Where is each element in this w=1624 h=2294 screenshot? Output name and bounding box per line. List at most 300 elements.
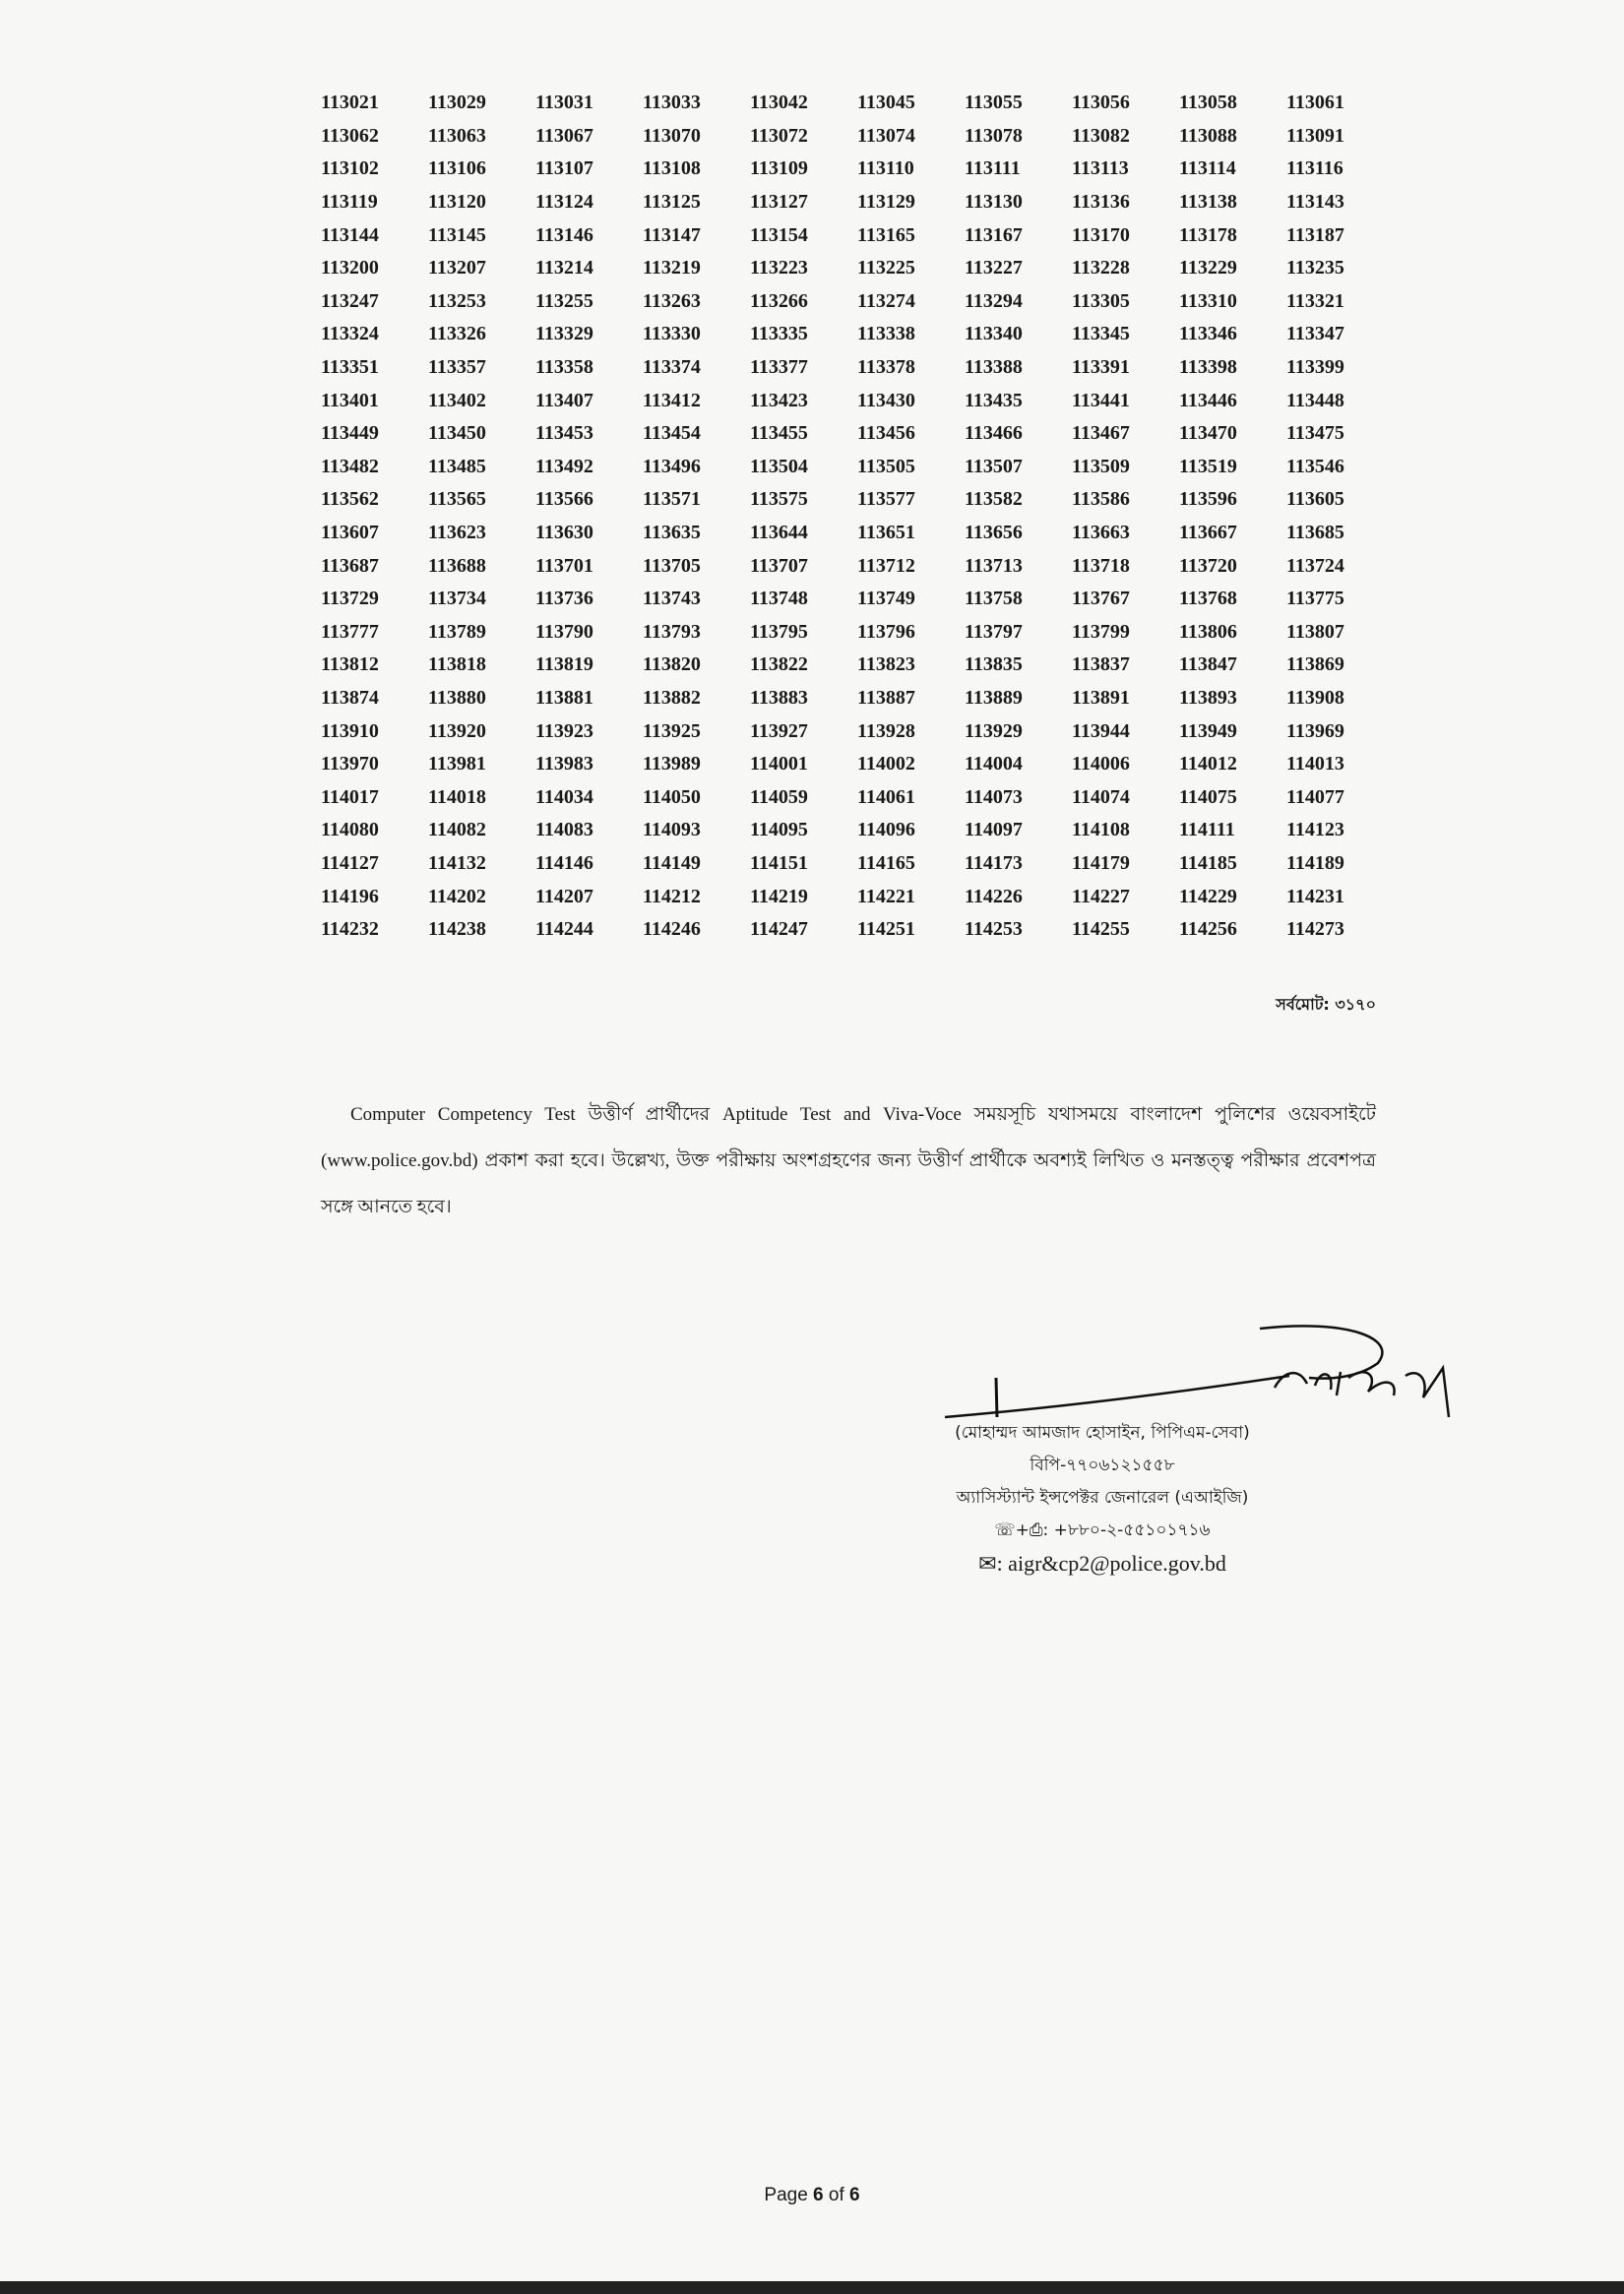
roll-number-cell: 113969	[1286, 719, 1344, 742]
table-row	[313, 880, 1386, 913]
roll-number-cell: 113070	[643, 124, 701, 147]
roll-number-cell: 113074	[857, 124, 915, 147]
roll-number-cell: 114096	[857, 819, 915, 841]
roll-number-cell: 113407	[535, 389, 593, 411]
roll-number-cell: 114273	[1286, 918, 1344, 941]
roll-number-cell: 113651	[857, 522, 915, 544]
roll-number-cell: 113796	[857, 620, 915, 643]
roll-number-cell: 113571	[643, 488, 701, 511]
roll-number-cell: 114244	[535, 918, 593, 941]
roll-number-cell: 113596	[1179, 488, 1237, 511]
results-table-body	[313, 87, 1386, 946]
roll-number-cell: 114075	[1179, 785, 1237, 808]
roll-number-cell: 114061	[857, 785, 915, 808]
table-row	[313, 351, 1386, 385]
roll-number-cell: 113644	[750, 522, 808, 544]
roll-number-cell: 113575	[750, 488, 808, 511]
roll-number-cell: 113582	[965, 488, 1023, 511]
roll-number-cell: 113106	[428, 157, 486, 180]
roll-number-cell: 113566	[535, 488, 593, 511]
table-row	[313, 87, 1386, 120]
table-row	[313, 814, 1386, 847]
roll-number-cell: 113734	[428, 588, 486, 610]
roll-number-cell: 113178	[1179, 223, 1237, 246]
roll-number-cell: 113253	[428, 289, 486, 312]
table-row	[313, 483, 1386, 517]
roll-number-cell: 113113	[1072, 157, 1129, 180]
roll-number-cell: 113219	[643, 257, 701, 279]
table-row	[313, 285, 1386, 319]
roll-number-cell: 113402	[428, 389, 486, 411]
roll-number-cell: 113795	[750, 620, 808, 643]
roll-number-cell: 113345	[1072, 323, 1130, 345]
roll-number-cell: 113667	[1179, 522, 1237, 544]
roll-number-cell: 113768	[1179, 588, 1237, 610]
roll-number-cell: 114246	[643, 918, 701, 941]
roll-number-cell: 114221	[857, 885, 915, 907]
roll-number-cell: 114165	[857, 851, 915, 874]
roll-number-cell: 113330	[643, 323, 701, 345]
roll-number-cell: 113340	[965, 323, 1023, 345]
roll-number-cell: 113165	[857, 223, 915, 246]
roll-number-cell: 113519	[1179, 455, 1237, 477]
roll-number-cell: 113374	[643, 356, 701, 379]
roll-number-cell: 113630	[535, 522, 593, 544]
roll-number-cell: 113799	[1072, 620, 1130, 643]
roll-number-cell: 114083	[535, 819, 593, 841]
roll-number-cell: 113687	[321, 554, 379, 577]
roll-number-cell: 113154	[750, 223, 808, 246]
roll-number-cell: 114013	[1286, 753, 1344, 775]
roll-number-cell: 114108	[1072, 819, 1130, 841]
roll-number-cell: 113446	[1179, 389, 1237, 411]
roll-number-cell: 113329	[535, 323, 593, 345]
roll-number-cell: 113111	[965, 157, 1021, 180]
roll-number-cell: 114196	[321, 885, 379, 907]
roll-number-cell: 113749	[857, 588, 915, 610]
table-row	[313, 748, 1386, 781]
roll-number-cell: 113061	[1286, 92, 1344, 114]
table-row	[313, 186, 1386, 219]
roll-number-cell: 113247	[321, 289, 379, 312]
roll-number-cell: 113989	[643, 753, 701, 775]
roll-number-cell: 113033	[643, 92, 701, 114]
roll-number-cell: 113346	[1179, 323, 1237, 345]
roll-number-cell: 113874	[321, 686, 379, 709]
roll-number-cell: 113509	[1072, 455, 1130, 477]
roll-number-cell: 113812	[321, 653, 379, 676]
roll-number-cell: 113835	[965, 653, 1023, 676]
roll-number-cell: 113688	[428, 554, 486, 577]
roll-number-cell: 113378	[857, 356, 915, 379]
roll-number-cell: 113448	[1286, 389, 1344, 411]
roll-number-cell: 113062	[321, 124, 379, 147]
table-row	[313, 714, 1386, 748]
roll-number-cell: 113358	[535, 356, 593, 379]
roll-number-cell: 114212	[643, 885, 701, 907]
roll-number-cell: 114050	[643, 785, 701, 808]
roll-number-cell: 114004	[965, 753, 1023, 775]
roll-number-cell: 113777	[321, 620, 379, 643]
notice-paragraph: Computer Competency Test উত্তীর্ণ প্রার্থীদের Aptitude Test and Viva-Voce সময়সূচি যথাসময়ে বাংলাদেশ পুলিশের ওয়েবসাইটে (www.police.gov.bd) প্রকাশ করা হবে। উল্লেখ্য, উক্ত পরীক্ষায় অংশগ্রহণের জন্য উত্তীর্ণ প্রার্থীকে অবশ্যই লিখিত ও মনস্তত্ত্ব পরীক্ষার প্রবেশপত্র সঙ্গে আনতে হবে।	[321, 1104, 1376, 1217]
roll-number-cell: 114095	[750, 819, 808, 841]
roll-number-cell: 113031	[535, 92, 593, 114]
roll-number-cell: 113102	[321, 157, 379, 180]
roll-number-cell: 114111	[1179, 819, 1235, 841]
roll-number-cell: 113712	[857, 554, 915, 577]
roll-number-cell: 113927	[750, 719, 808, 742]
signatory-bp-number: বিপি-৭৭০৬১২১৫৫৮	[1030, 1456, 1175, 1475]
roll-number-cell: 114238	[428, 918, 486, 941]
roll-number-cell: 114151	[750, 851, 808, 874]
roll-number-cell: 113321	[1286, 289, 1344, 312]
roll-number-cell: 113125	[643, 191, 701, 214]
table-row	[313, 451, 1386, 484]
roll-number-cell: 114227	[1072, 885, 1130, 907]
table-row	[313, 417, 1386, 451]
roll-number-cell: 113441	[1072, 389, 1130, 411]
roll-number-cell: 113970	[321, 753, 379, 775]
roll-number-cell: 113145	[428, 223, 486, 246]
roll-number-cell: 113294	[965, 289, 1023, 312]
roll-number-cell: 114251	[857, 918, 915, 941]
roll-number-cell: 113435	[965, 389, 1023, 411]
roll-number-cell: 114077	[1286, 785, 1344, 808]
roll-number-cell: 113229	[1179, 257, 1237, 279]
roll-number-cell: 113042	[750, 92, 808, 114]
roll-number-cell: 113108	[643, 157, 701, 180]
roll-number-cell: 113663	[1072, 522, 1130, 544]
roll-number-cell: 113456	[857, 422, 915, 445]
roll-number-cell: 113565	[428, 488, 486, 511]
roll-number-cell: 114207	[535, 885, 593, 907]
roll-number-cell: 113713	[965, 554, 1023, 577]
roll-number-cell: 113450	[428, 422, 486, 445]
roll-number-cell: 113758	[965, 588, 1023, 610]
roll-number-cell: 113351	[321, 356, 379, 379]
roll-number-cell: 113908	[1286, 686, 1344, 709]
roll-number-cell: 113847	[1179, 653, 1237, 676]
roll-number-cell: 113577	[857, 488, 915, 511]
roll-number-cell: 113562	[321, 488, 379, 511]
roll-number-cell: 113607	[321, 522, 379, 544]
roll-number-cell: 113399	[1286, 356, 1344, 379]
table-row	[313, 682, 1386, 715]
roll-number-cell: 114080	[321, 819, 379, 841]
roll-number-cell: 114256	[1179, 918, 1237, 941]
roll-number-cell: 114202	[428, 885, 486, 907]
roll-number-cell: 114001	[750, 753, 808, 775]
roll-number-cell: 113475	[1286, 422, 1344, 445]
roll-number-cell: 113335	[750, 323, 808, 345]
roll-number-cell: 113120	[428, 191, 486, 214]
roll-number-cell: 113470	[1179, 422, 1237, 445]
roll-number-cell: 113449	[321, 422, 379, 445]
roll-number-cell: 113235	[1286, 257, 1344, 279]
roll-number-cell: 113143	[1286, 191, 1344, 214]
roll-number-cell: 113227	[965, 257, 1023, 279]
roll-number-cell: 113981	[428, 753, 486, 775]
roll-number-cell: 113388	[965, 356, 1023, 379]
roll-number-cell: 113767	[1072, 588, 1130, 610]
roll-number-cell: 113492	[535, 455, 593, 477]
roll-number-cell: 113819	[535, 653, 593, 676]
roll-number-cell: 113455	[750, 422, 808, 445]
roll-number-cell: 113823	[857, 653, 915, 676]
signatory-name: (মোহাম্মদ আমজাদ হোসাইন, পিপিএম-সেবা)	[955, 1423, 1250, 1443]
roll-number-cell: 113110	[857, 157, 914, 180]
roll-number-cell: 113170	[1072, 223, 1130, 246]
roll-number-cell: 114127	[321, 851, 379, 874]
roll-number-cell: 113391	[1072, 356, 1130, 379]
table-row	[313, 847, 1386, 881]
roll-number-cell: 113920	[428, 719, 486, 742]
roll-number-cell: 113056	[1072, 92, 1130, 114]
roll-number-cell: 113893	[1179, 686, 1237, 709]
roll-number-cell: 113147	[643, 223, 701, 246]
roll-number-cell: 113207	[428, 257, 486, 279]
roll-number-cell: 113883	[750, 686, 808, 709]
roll-number-cell: 113748	[750, 588, 808, 610]
table-row	[313, 120, 1386, 154]
table-row	[313, 384, 1386, 417]
roll-number-cell: 113818	[428, 653, 486, 676]
roll-number-cell: 114185	[1179, 851, 1237, 874]
roll-number-cell: 114253	[965, 918, 1023, 941]
roll-number-cell: 114012	[1179, 753, 1237, 775]
roll-number-cell: 113129	[857, 191, 915, 214]
roll-number-cell: 113720	[1179, 554, 1237, 577]
signatory-email: ✉: aigr&cp2@police.gov.bd	[978, 1551, 1226, 1576]
roll-number-cell: 113127	[750, 191, 808, 214]
roll-number-cell: 113225	[857, 257, 915, 279]
roll-number-cell: 113144	[321, 223, 379, 246]
roll-number-cell: 113793	[643, 620, 701, 643]
roll-number-cell: 113882	[643, 686, 701, 709]
roll-number-cell: 113807	[1286, 620, 1344, 643]
roll-number-cell: 113423	[750, 389, 808, 411]
page-footer	[0, 2185, 1624, 2206]
roll-number-cell: 113453	[535, 422, 593, 445]
roll-number-cell: 113058	[1179, 92, 1237, 114]
roll-number-cell: 113467	[1072, 422, 1130, 445]
roll-number-cell: 113605	[1286, 488, 1344, 511]
roll-number-cell: 114229	[1179, 885, 1237, 907]
roll-number-cell: 113228	[1072, 257, 1130, 279]
roll-number-cell: 113891	[1072, 686, 1130, 709]
roll-number-cell: 113109	[750, 157, 808, 180]
roll-number-cell: 113736	[535, 588, 593, 610]
roll-number-cell: 113045	[857, 92, 915, 114]
roll-number-cell: 113187	[1286, 223, 1344, 246]
roll-number-cell: 113656	[965, 522, 1023, 544]
roll-number-cell: 114093	[643, 819, 701, 841]
roll-number-cell: 113021	[321, 92, 379, 114]
roll-number-cell: 113200	[321, 257, 379, 279]
roll-number-cell: 113482	[321, 455, 379, 477]
roll-number-cell: 113837	[1072, 653, 1130, 676]
table-row	[313, 218, 1386, 252]
roll-number-cell: 113116	[1286, 157, 1343, 180]
roll-number-cell: 113546	[1286, 455, 1344, 477]
roll-number-cell: 113505	[857, 455, 915, 477]
roll-number-cell: 113412	[643, 389, 701, 411]
roll-number-cell: 113114	[1179, 157, 1236, 180]
signatory-designation: অ্যাসিস্ট্যান্ট ইন্সপেক্টর জেনারেল (এআইজি)	[956, 1488, 1249, 1508]
roll-number-cell: 113324	[321, 323, 379, 345]
roll-number-cell: 113357	[428, 356, 486, 379]
roll-number-cell: 113869	[1286, 653, 1344, 676]
results-table	[313, 87, 1386, 946]
table-row	[313, 913, 1386, 947]
roll-number-cell: 113091	[1286, 124, 1344, 147]
roll-number-cell: 113623	[428, 522, 486, 544]
roll-number-cell: 113496	[643, 455, 701, 477]
footer-middle: of	[823, 2185, 850, 2205]
roll-number-cell: 113729	[321, 588, 379, 610]
roll-number-cell: 113119	[321, 191, 378, 214]
roll-number-cell: 113274	[857, 289, 915, 312]
table-row	[313, 549, 1386, 583]
roll-number-cell: 113743	[643, 588, 701, 610]
roll-number-cell: 113701	[535, 554, 593, 577]
roll-number-cell: 113775	[1286, 588, 1344, 610]
roll-number-cell: 113326	[428, 323, 486, 345]
roll-number-cell: 113928	[857, 719, 915, 742]
roll-number-cell: 113398	[1179, 356, 1237, 379]
roll-number-cell: 114179	[1072, 851, 1130, 874]
roll-number-cell: 114123	[1286, 819, 1344, 841]
roll-number-cell: 113266	[750, 289, 808, 312]
roll-number-cell: 113255	[535, 289, 593, 312]
roll-number-cell: 113635	[643, 522, 701, 544]
roll-number-cell: 113088	[1179, 124, 1237, 147]
roll-number-cell: 113925	[643, 719, 701, 742]
scan-edge	[0, 2281, 1624, 2294]
grand-total: সর্বমোট: ৩১৭০	[1276, 995, 1376, 1014]
roll-number-cell: 113214	[535, 257, 593, 279]
roll-number-cell: 113983	[535, 753, 593, 775]
roll-number-cell: 114132	[428, 851, 486, 874]
roll-number-cell: 114146	[535, 851, 593, 874]
table-row	[313, 583, 1386, 616]
roll-number-cell: 113880	[428, 686, 486, 709]
roll-number-cell: 113107	[535, 157, 593, 180]
roll-number-cell: 113263	[643, 289, 701, 312]
roll-number-cell: 113789	[428, 620, 486, 643]
roll-number-cell: 114173	[965, 851, 1023, 874]
roll-number-cell: 114247	[750, 918, 808, 941]
roll-number-cell: 113822	[750, 653, 808, 676]
roll-number-cell: 113078	[965, 124, 1023, 147]
roll-number-cell: 113586	[1072, 488, 1130, 511]
roll-number-cell: 114219	[750, 885, 808, 907]
roll-number-cell: 113724	[1286, 554, 1344, 577]
roll-number-cell: 113806	[1179, 620, 1237, 643]
roll-number-cell: 114189	[1286, 851, 1344, 874]
roll-number-cell: 114006	[1072, 753, 1130, 775]
roll-number-cell: 114074	[1072, 785, 1130, 808]
roll-number-cell: 113055	[965, 92, 1023, 114]
roll-number-cell: 114255	[1072, 918, 1130, 941]
roll-number-cell: 114082	[428, 819, 486, 841]
roll-number-cell: 113146	[535, 223, 593, 246]
footer-total-pages: 6	[849, 2185, 860, 2205]
roll-number-cell: 113401	[321, 389, 379, 411]
roll-number-cell: 113067	[535, 124, 593, 147]
roll-number-cell: 113887	[857, 686, 915, 709]
roll-number-cell: 114034	[535, 785, 593, 808]
table-row	[313, 649, 1386, 682]
table-row	[313, 252, 1386, 285]
roll-number-cell: 113504	[750, 455, 808, 477]
roll-number-cell: 114073	[965, 785, 1023, 808]
table-row	[313, 616, 1386, 650]
roll-number-cell: 113305	[1072, 289, 1130, 312]
roll-number-cell: 113377	[750, 356, 808, 379]
roll-number-cell: 114059	[750, 785, 808, 808]
roll-number-cell: 113929	[965, 719, 1023, 742]
roll-number-cell: 113082	[1072, 124, 1130, 147]
roll-number-cell: 113430	[857, 389, 915, 411]
roll-number-cell: 114002	[857, 753, 915, 775]
roll-number-cell: 113507	[965, 455, 1023, 477]
signatory-phone: ☏+⎙: +৮৮০-২-৫৫১০১৭১৬	[994, 1520, 1211, 1540]
footer-current-page: 6	[813, 2185, 824, 2205]
roll-number-cell: 113944	[1072, 719, 1130, 742]
roll-number-cell: 113310	[1179, 289, 1237, 312]
roll-number-cell: 113797	[965, 620, 1023, 643]
table-row	[313, 780, 1386, 814]
roll-number-cell: 113124	[535, 191, 593, 214]
roll-number-cell: 114232	[321, 918, 379, 941]
footer-prefix: Page	[764, 2185, 814, 2205]
roll-number-cell: 113338	[857, 323, 915, 345]
signature-block	[891, 1417, 1314, 1580]
roll-number-cell: 113466	[965, 422, 1023, 445]
roll-number-cell: 114226	[965, 885, 1023, 907]
roll-number-cell: 113136	[1072, 191, 1130, 214]
roll-number-cell: 113790	[535, 620, 593, 643]
roll-number-cell: 113910	[321, 719, 379, 742]
table-row	[313, 318, 1386, 351]
roll-number-cell: 113685	[1286, 522, 1344, 544]
roll-number-cell: 113718	[1072, 554, 1130, 577]
table-row	[313, 517, 1386, 550]
roll-number-cell: 113063	[428, 124, 486, 147]
roll-number-cell: 113923	[535, 719, 593, 742]
roll-number-cell: 113138	[1179, 191, 1237, 214]
roll-number-cell: 113889	[965, 686, 1023, 709]
roll-number-cell: 113130	[965, 191, 1023, 214]
roll-number-cell: 113347	[1286, 323, 1344, 345]
roll-number-cell: 113707	[750, 554, 808, 577]
roll-number-cell: 114097	[965, 819, 1023, 841]
roll-number-cell: 113167	[965, 223, 1023, 246]
roll-number-cell: 113454	[643, 422, 701, 445]
roll-number-cell: 113072	[750, 124, 808, 147]
roll-number-cell: 114231	[1286, 885, 1344, 907]
roll-number-cell: 113705	[643, 554, 701, 577]
roll-number-cell: 113485	[428, 455, 486, 477]
roll-number-cell: 113881	[535, 686, 593, 709]
table-row	[313, 153, 1386, 186]
roll-number-cell: 113029	[428, 92, 486, 114]
roll-number-cell: 113949	[1179, 719, 1237, 742]
roll-number-cell: 114149	[643, 851, 701, 874]
roll-number-cell: 114017	[321, 785, 379, 808]
roll-number-cell: 113223	[750, 257, 808, 279]
